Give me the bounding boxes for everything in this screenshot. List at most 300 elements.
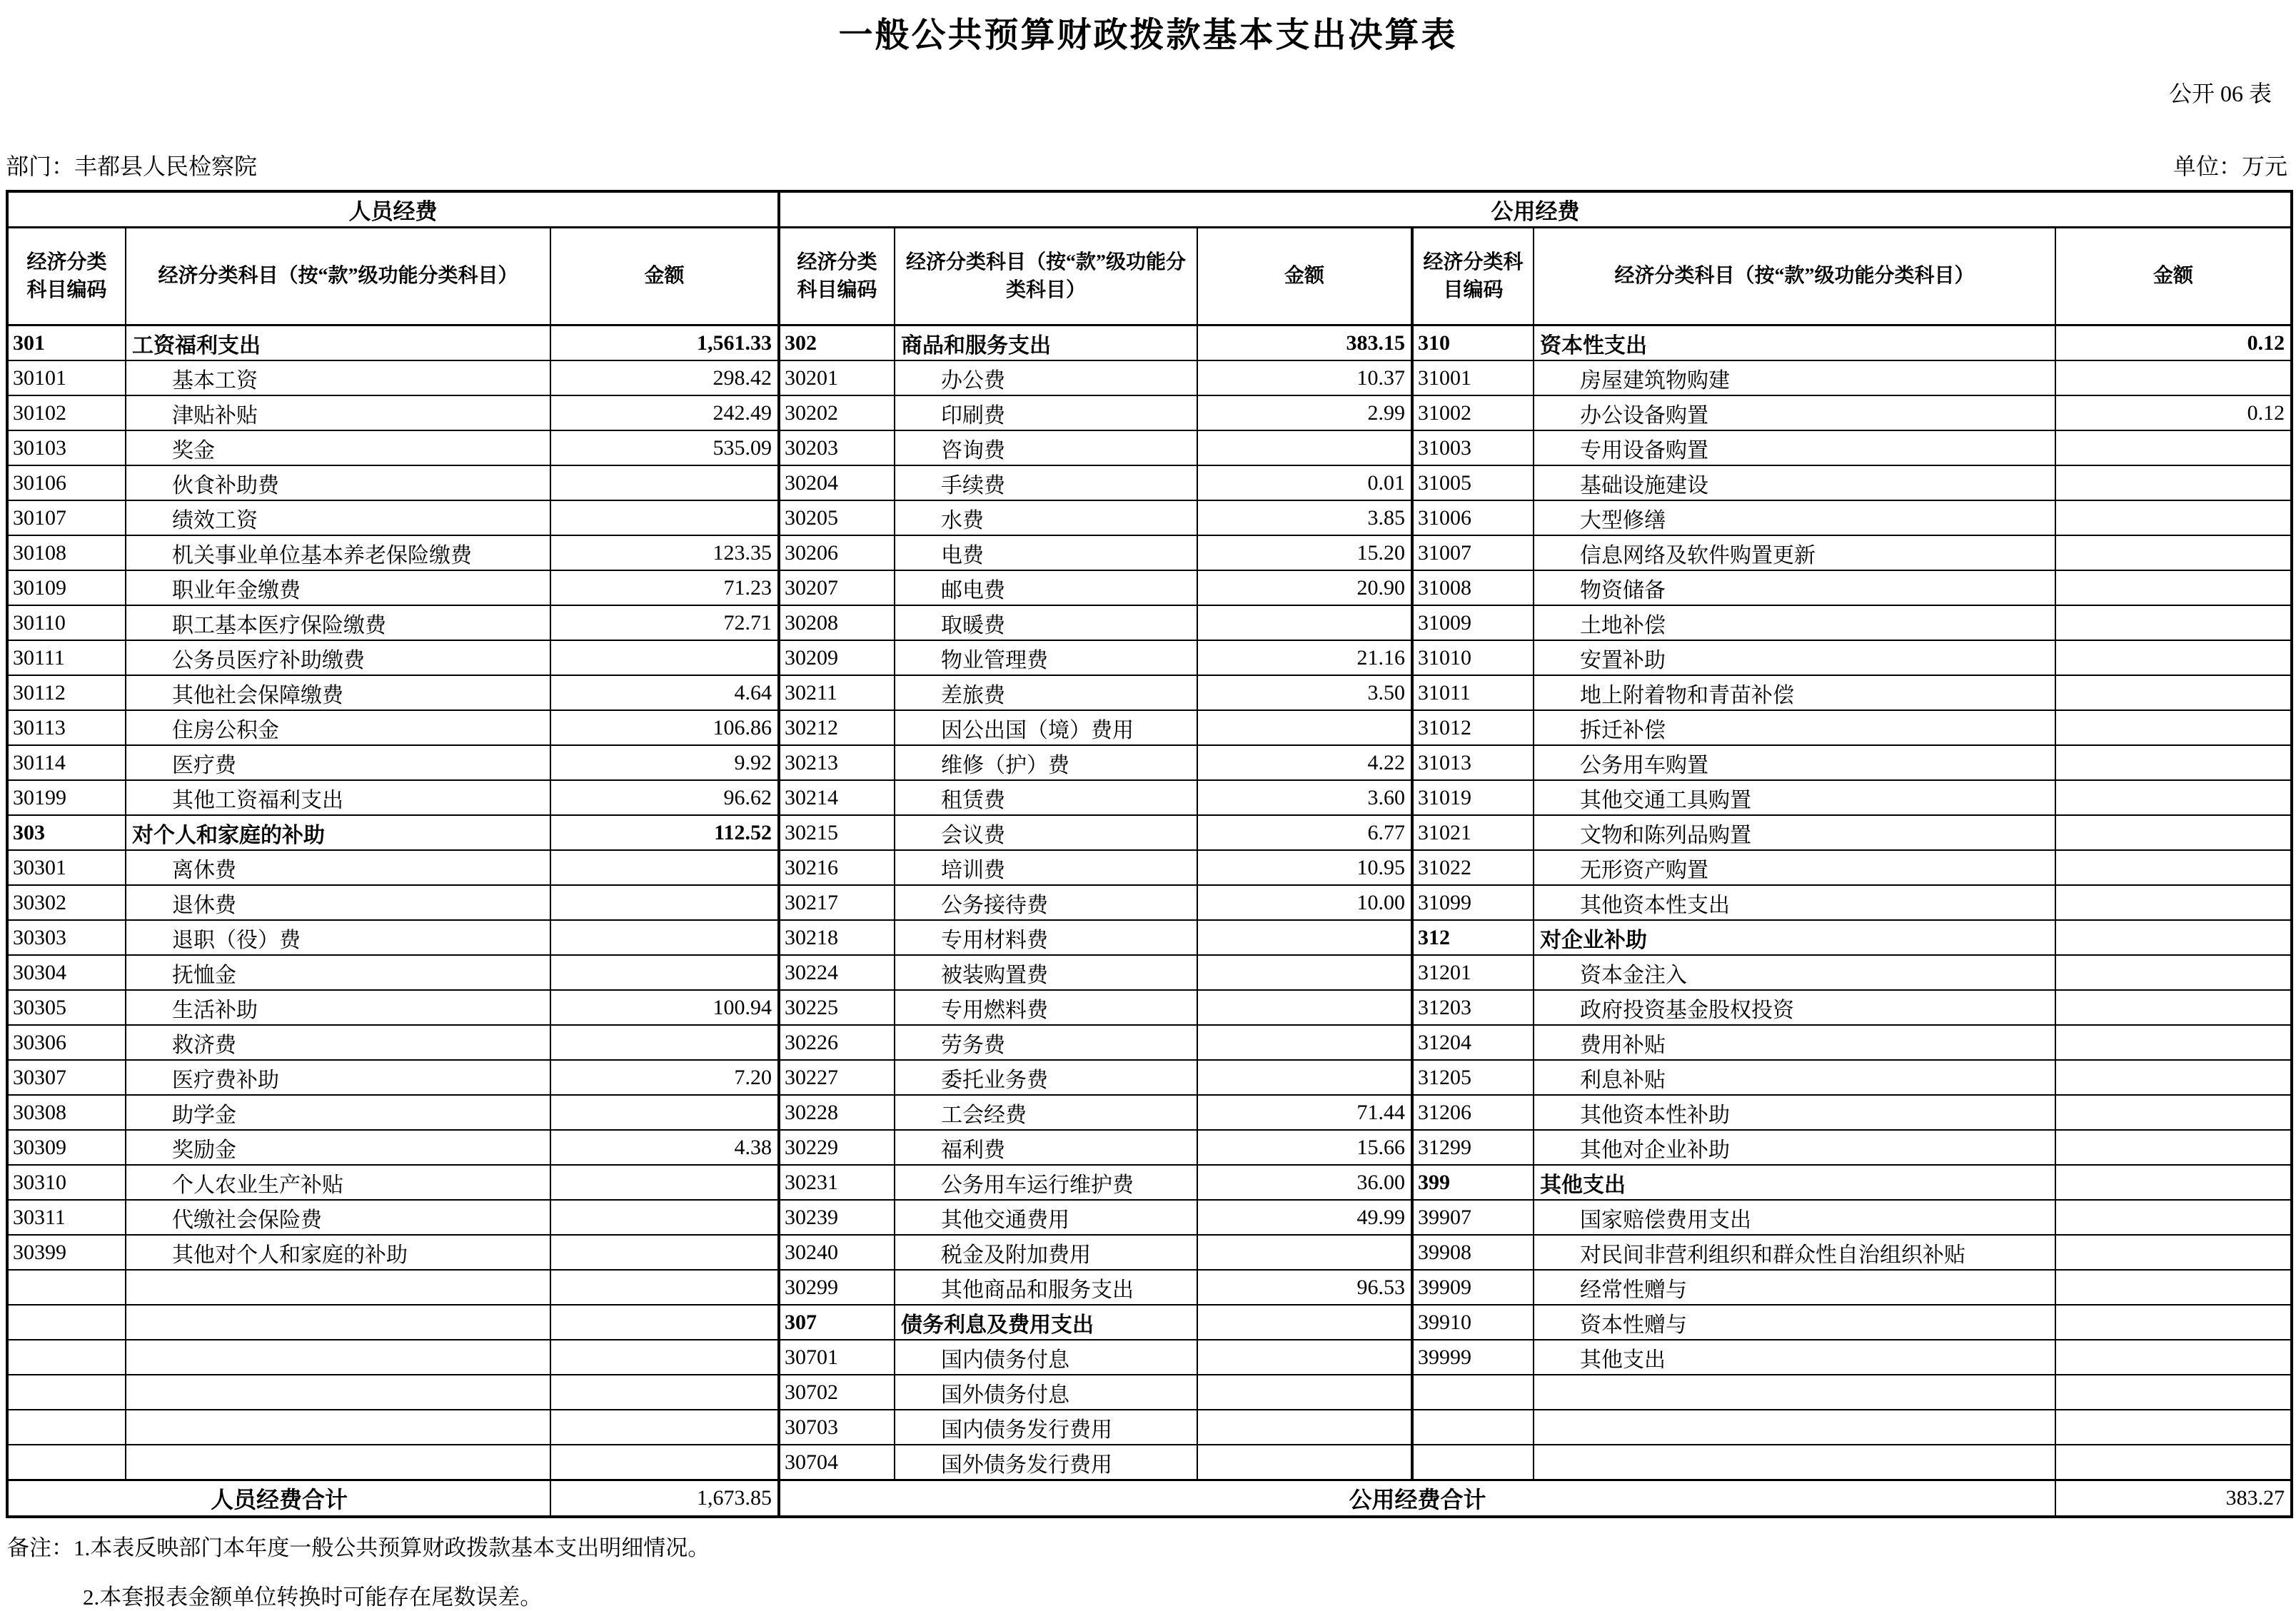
col-header-code: 经济分类科目编码 bbox=[7, 228, 126, 325]
amount-cell bbox=[2055, 430, 2292, 465]
code-cell: 30207 bbox=[779, 570, 895, 605]
amount-cell bbox=[550, 1270, 779, 1305]
amount-cell: 1,561.33 bbox=[550, 325, 779, 361]
amount-cell: 36.00 bbox=[1197, 1165, 1412, 1200]
subject-cell: 公务接待费 bbox=[895, 885, 1197, 920]
amount-cell: 2.99 bbox=[1197, 395, 1412, 430]
code-cell: 30703 bbox=[779, 1410, 895, 1445]
code-cell: 303 bbox=[7, 815, 126, 850]
col-header-subject: 经济分类科目（按“款”级功能分类科目） bbox=[895, 228, 1197, 325]
amount-cell bbox=[2055, 920, 2292, 955]
code-cell: 30110 bbox=[7, 605, 126, 640]
amount-cell bbox=[2055, 1165, 2292, 1200]
subject-cell: 咨询费 bbox=[895, 430, 1197, 465]
code-cell: 30307 bbox=[7, 1060, 126, 1095]
table-row bbox=[7, 710, 2292, 745]
code-cell bbox=[7, 1375, 126, 1410]
subject-cell: 其他交通费用 bbox=[895, 1200, 1197, 1235]
subject-cell bbox=[1534, 1445, 2055, 1480]
subject-cell bbox=[126, 1270, 550, 1305]
totals-row bbox=[7, 1480, 2292, 1517]
amount-cell bbox=[550, 1375, 779, 1410]
col-header-code: 经济分类科目编码 bbox=[1412, 228, 1534, 325]
table-code-label: 公开 06 表 bbox=[2168, 81, 2272, 106]
subject-cell: 对个人和家庭的补助 bbox=[126, 815, 550, 850]
table-row bbox=[7, 1130, 2292, 1165]
amount-cell: 0.12 bbox=[2055, 395, 2292, 430]
subject-cell: 因公出国（境）费用 bbox=[895, 710, 1197, 745]
subject-cell: 其他工资福利支出 bbox=[126, 780, 550, 815]
subject-cell: 办公费 bbox=[895, 360, 1197, 395]
code-cell: 31005 bbox=[1412, 465, 1534, 500]
table-row bbox=[7, 1445, 2292, 1480]
subject-cell: 抚恤金 bbox=[126, 955, 550, 990]
code-cell: 310 bbox=[1412, 325, 1534, 361]
amount-cell: 15.66 bbox=[1197, 1130, 1412, 1165]
table-row bbox=[7, 1235, 2292, 1270]
amount-cell: 3.85 bbox=[1197, 500, 1412, 535]
amount-cell bbox=[550, 1340, 779, 1375]
code-cell: 30101 bbox=[7, 360, 126, 395]
code-cell: 39907 bbox=[1412, 1200, 1534, 1235]
code-cell: 30704 bbox=[779, 1445, 895, 1480]
amount-cell bbox=[2055, 465, 2292, 500]
code-cell: 30113 bbox=[7, 710, 126, 745]
amount-cell bbox=[1197, 710, 1412, 745]
code-cell: 30204 bbox=[779, 465, 895, 500]
code-cell: 30203 bbox=[779, 430, 895, 465]
subject-cell: 维修（护）费 bbox=[895, 745, 1197, 780]
amount-cell bbox=[550, 1235, 779, 1270]
code-cell: 30201 bbox=[779, 360, 895, 395]
table-row bbox=[7, 1095, 2292, 1130]
subject-cell: 退职（役）费 bbox=[126, 920, 550, 955]
subject-cell: 印刷费 bbox=[895, 395, 1197, 430]
amount-cell bbox=[2055, 640, 2292, 675]
subject-cell: 差旅费 bbox=[895, 675, 1197, 710]
subject-cell: 专用材料费 bbox=[895, 920, 1197, 955]
subject-cell: 办公设备购置 bbox=[1534, 395, 2055, 430]
code-cell: 30209 bbox=[779, 640, 895, 675]
subject-cell: 医疗费补助 bbox=[126, 1060, 550, 1095]
subject-cell bbox=[126, 1305, 550, 1340]
subject-cell bbox=[126, 1375, 550, 1410]
code-cell: 30224 bbox=[779, 955, 895, 990]
amount-cell bbox=[1197, 1305, 1412, 1340]
subject-cell: 国外债务付息 bbox=[895, 1375, 1197, 1410]
amount-cell bbox=[2055, 605, 2292, 640]
code-cell: 31203 bbox=[1412, 990, 1534, 1025]
amount-cell bbox=[2055, 1305, 2292, 1340]
code-cell: 30218 bbox=[779, 920, 895, 955]
table-row bbox=[7, 745, 2292, 780]
subject-cell: 福利费 bbox=[895, 1130, 1197, 1165]
table-row bbox=[7, 395, 2292, 430]
amount-cell bbox=[2055, 990, 2292, 1025]
code-cell: 30102 bbox=[7, 395, 126, 430]
code-cell: 30702 bbox=[779, 1375, 895, 1410]
subject-cell: 代缴社会保险费 bbox=[126, 1200, 550, 1235]
amount-cell: 0.12 bbox=[2055, 325, 2292, 361]
group-header-personnel: 人员经费 bbox=[7, 191, 779, 228]
table-row bbox=[7, 1270, 2292, 1305]
table-row bbox=[7, 570, 2292, 605]
amount-cell: 3.50 bbox=[1197, 675, 1412, 710]
col-header-amount: 金额 bbox=[550, 228, 779, 325]
amount-cell bbox=[1197, 605, 1412, 640]
subject-cell: 救济费 bbox=[126, 1025, 550, 1060]
code-cell: 30299 bbox=[779, 1270, 895, 1305]
subject-cell: 手续费 bbox=[895, 465, 1197, 500]
code-cell: 31022 bbox=[1412, 850, 1534, 885]
amount-cell bbox=[1197, 955, 1412, 990]
amount-cell bbox=[1197, 430, 1412, 465]
subject-cell: 国外债务发行费用 bbox=[895, 1445, 1197, 1480]
amount-cell bbox=[2055, 885, 2292, 920]
amount-cell bbox=[1197, 1340, 1412, 1375]
unit-label: 单位：万元 bbox=[2172, 153, 2287, 179]
col-header-amount: 金额 bbox=[1197, 228, 1412, 325]
amount-cell bbox=[2055, 850, 2292, 885]
amount-cell: 242.49 bbox=[550, 395, 779, 430]
code-cell: 30225 bbox=[779, 990, 895, 1025]
amount-cell bbox=[2055, 1025, 2292, 1060]
subject-cell: 对民间非营利组织和群众性自治组织补贴 bbox=[1534, 1235, 2055, 1270]
subject-cell: 其他资本性补助 bbox=[1534, 1095, 2055, 1130]
subject-cell: 其他资本性支出 bbox=[1534, 885, 2055, 920]
amount-cell bbox=[1197, 1060, 1412, 1095]
code-cell: 39910 bbox=[1412, 1305, 1534, 1340]
code-cell: 30216 bbox=[779, 850, 895, 885]
subject-cell: 资本性赠与 bbox=[1534, 1305, 2055, 1340]
subject-cell: 培训费 bbox=[895, 850, 1197, 885]
subject-cell: 专用设备购置 bbox=[1534, 430, 2055, 465]
amount-cell bbox=[550, 1305, 779, 1340]
report-page bbox=[0, 7, 2296, 1610]
subject-cell: 其他对企业补助 bbox=[1534, 1130, 2055, 1165]
amount-cell bbox=[2055, 1410, 2292, 1445]
code-cell bbox=[1412, 1410, 1534, 1445]
amount-cell bbox=[2055, 1130, 2292, 1165]
code-cell: 30310 bbox=[7, 1165, 126, 1200]
code-cell: 31206 bbox=[1412, 1095, 1534, 1130]
subject-cell: 绩效工资 bbox=[126, 500, 550, 535]
code-cell: 31002 bbox=[1412, 395, 1534, 430]
amount-cell bbox=[2055, 675, 2292, 710]
amount-cell: 71.23 bbox=[550, 570, 779, 605]
table-row bbox=[7, 850, 2292, 885]
subject-cell: 政府投资基金股权投资 bbox=[1534, 990, 2055, 1025]
code-cell: 31009 bbox=[1412, 605, 1534, 640]
code-cell bbox=[7, 1270, 126, 1305]
code-cell bbox=[1412, 1375, 1534, 1410]
amount-cell: 21.16 bbox=[1197, 640, 1412, 675]
subject-cell: 经常性赠与 bbox=[1534, 1270, 2055, 1305]
subject-cell: 其他对个人和家庭的补助 bbox=[126, 1235, 550, 1270]
code-cell: 30215 bbox=[779, 815, 895, 850]
amount-cell bbox=[550, 920, 779, 955]
subject-cell: 水费 bbox=[895, 500, 1197, 535]
col-header-amount: 金额 bbox=[2055, 228, 2292, 325]
subject-cell bbox=[1534, 1375, 2055, 1410]
subject-cell: 物业管理费 bbox=[895, 640, 1197, 675]
group-header-row bbox=[7, 191, 2292, 228]
amount-cell bbox=[1197, 1410, 1412, 1445]
subject-cell: 资本性支出 bbox=[1534, 325, 2055, 361]
subject-cell: 对企业补助 bbox=[1534, 920, 2055, 955]
subject-cell: 基本工资 bbox=[126, 360, 550, 395]
table-row bbox=[7, 430, 2292, 465]
code-cell: 31012 bbox=[1412, 710, 1534, 745]
code-cell: 30309 bbox=[7, 1130, 126, 1165]
subject-cell bbox=[126, 1445, 550, 1480]
subject-cell: 国家赔偿费用支出 bbox=[1534, 1200, 2055, 1235]
amount-cell: 535.09 bbox=[550, 430, 779, 465]
subject-cell: 取暖费 bbox=[895, 605, 1197, 640]
note-line-1: 备注：1.本表反映部门本年度一般公共预算财政拨款基本支出明细情况。 bbox=[7, 1535, 710, 1560]
amount-cell bbox=[550, 1165, 779, 1200]
code-cell bbox=[1412, 1445, 1534, 1480]
amount-cell: 298.42 bbox=[550, 360, 779, 395]
personnel-total-label: 人员经费合计 bbox=[7, 1480, 550, 1517]
code-cell: 30226 bbox=[779, 1025, 895, 1060]
subject-cell: 电费 bbox=[895, 535, 1197, 570]
code-cell: 31019 bbox=[1412, 780, 1534, 815]
table-row bbox=[7, 885, 2292, 920]
page-title: 一般公共预算财政拨款基本支出决算表 bbox=[838, 16, 1458, 54]
table-row bbox=[7, 1410, 2292, 1445]
code-cell: 30114 bbox=[7, 745, 126, 780]
amount-cell: 0.01 bbox=[1197, 465, 1412, 500]
code-cell: 30103 bbox=[7, 430, 126, 465]
amount-cell bbox=[550, 1025, 779, 1060]
subject-cell: 伙食补助费 bbox=[126, 465, 550, 500]
amount-cell: 4.64 bbox=[550, 675, 779, 710]
amount-cell bbox=[550, 1200, 779, 1235]
amount-cell: 3.60 bbox=[1197, 780, 1412, 815]
code-cell: 30106 bbox=[7, 465, 126, 500]
code-cell: 30206 bbox=[779, 535, 895, 570]
table-row bbox=[7, 675, 2292, 710]
code-cell: 30228 bbox=[779, 1095, 895, 1130]
table-row bbox=[7, 780, 2292, 815]
code-cell bbox=[7, 1305, 126, 1340]
notes bbox=[7, 1530, 2296, 1611]
code-cell: 302 bbox=[779, 325, 895, 361]
code-cell: 30701 bbox=[779, 1340, 895, 1375]
department-label: 部门：丰都县人民检察院 bbox=[6, 153, 258, 179]
code-cell: 30202 bbox=[779, 395, 895, 430]
table-row bbox=[7, 920, 2292, 955]
amount-cell bbox=[2055, 1235, 2292, 1270]
subject-cell: 租赁费 bbox=[895, 780, 1197, 815]
subject-cell: 地上附着物和青苗补偿 bbox=[1534, 675, 2055, 710]
amount-cell: 106.86 bbox=[550, 710, 779, 745]
code-cell: 31001 bbox=[1412, 360, 1534, 395]
table-row bbox=[7, 465, 2292, 500]
amount-cell bbox=[2055, 570, 2292, 605]
subject-cell: 个人农业生产补贴 bbox=[126, 1165, 550, 1200]
code-cell: 30227 bbox=[779, 1060, 895, 1095]
subject-cell: 机关事业单位基本养老保险缴费 bbox=[126, 535, 550, 570]
amount-cell: 10.00 bbox=[1197, 885, 1412, 920]
code-cell: 31007 bbox=[1412, 535, 1534, 570]
subject-cell: 其他支出 bbox=[1534, 1165, 2055, 1200]
code-cell bbox=[7, 1410, 126, 1445]
amount-cell bbox=[2055, 1095, 2292, 1130]
table-row bbox=[7, 325, 2292, 361]
subject-cell: 税金及附加费用 bbox=[895, 1235, 1197, 1270]
subject-cell: 住房公积金 bbox=[126, 710, 550, 745]
amount-cell bbox=[2055, 955, 2292, 990]
code-cell: 30107 bbox=[7, 500, 126, 535]
code-cell: 30305 bbox=[7, 990, 126, 1025]
code-cell: 31099 bbox=[1412, 885, 1534, 920]
code-cell: 30399 bbox=[7, 1235, 126, 1270]
amount-cell: 6.77 bbox=[1197, 815, 1412, 850]
table-row bbox=[7, 1305, 2292, 1340]
amount-cell bbox=[550, 465, 779, 500]
code-cell: 30217 bbox=[779, 885, 895, 920]
subject-cell: 其他商品和服务支出 bbox=[895, 1270, 1197, 1305]
subject-cell: 生活补助 bbox=[126, 990, 550, 1025]
subject-cell: 奖金 bbox=[126, 430, 550, 465]
subject-cell: 工会经费 bbox=[895, 1095, 1197, 1130]
subject-cell: 邮电费 bbox=[895, 570, 1197, 605]
table-row bbox=[7, 815, 2292, 850]
code-cell bbox=[7, 1340, 126, 1375]
amount-cell bbox=[2055, 1445, 2292, 1480]
table-row bbox=[7, 1025, 2292, 1060]
subject-cell: 公务员医疗补助缴费 bbox=[126, 640, 550, 675]
amount-cell bbox=[2055, 360, 2292, 395]
amount-cell bbox=[2055, 1375, 2292, 1410]
code-cell: 30214 bbox=[779, 780, 895, 815]
subject-cell: 资本金注入 bbox=[1534, 955, 2055, 990]
code-cell: 301 bbox=[7, 325, 126, 361]
col-header-subject: 经济分类科目（按“款”级功能分类科目） bbox=[1534, 228, 2055, 325]
public-total-label: 公用经费合计 bbox=[779, 1480, 2055, 1517]
amount-cell bbox=[2055, 1060, 2292, 1095]
amount-cell bbox=[550, 955, 779, 990]
code-cell: 30108 bbox=[7, 535, 126, 570]
subject-cell: 公务用车购置 bbox=[1534, 745, 2055, 780]
code-cell: 30304 bbox=[7, 955, 126, 990]
subject-cell: 无形资产购置 bbox=[1534, 850, 2055, 885]
meta-row bbox=[6, 150, 2287, 181]
amount-cell: 7.20 bbox=[550, 1060, 779, 1095]
amount-cell: 71.44 bbox=[1197, 1095, 1412, 1130]
code-cell: 30306 bbox=[7, 1025, 126, 1060]
table-row bbox=[7, 990, 2292, 1025]
table-row bbox=[7, 1060, 2292, 1095]
amount-cell: 123.35 bbox=[550, 535, 779, 570]
subject-cell: 劳务费 bbox=[895, 1025, 1197, 1060]
amount-cell: 112.52 bbox=[550, 815, 779, 850]
amount-cell: 10.37 bbox=[1197, 360, 1412, 395]
code-cell: 30239 bbox=[779, 1200, 895, 1235]
amount-cell bbox=[2055, 535, 2292, 570]
subject-cell: 房屋建筑物购建 bbox=[1534, 360, 2055, 395]
amount-cell bbox=[550, 885, 779, 920]
amount-cell bbox=[1197, 990, 1412, 1025]
note-line-2: 2.本套报表金额单位转换时可能存在尾数误差。 bbox=[83, 1585, 543, 1610]
code-cell: 30205 bbox=[779, 500, 895, 535]
amount-cell bbox=[1197, 1235, 1412, 1270]
personnel-total-amount: 1,673.85 bbox=[550, 1480, 779, 1517]
amount-cell: 15.20 bbox=[1197, 535, 1412, 570]
amount-cell: 4.22 bbox=[1197, 745, 1412, 780]
code-cell: 31003 bbox=[1412, 430, 1534, 465]
table-row bbox=[7, 1375, 2292, 1410]
code-cell: 312 bbox=[1412, 920, 1534, 955]
amount-cell: 49.99 bbox=[1197, 1200, 1412, 1235]
subject-cell: 会议费 bbox=[895, 815, 1197, 850]
code-cell: 31010 bbox=[1412, 640, 1534, 675]
code-cell: 307 bbox=[779, 1305, 895, 1340]
amount-cell bbox=[550, 640, 779, 675]
code-cell: 30212 bbox=[779, 710, 895, 745]
amount-cell bbox=[550, 1095, 779, 1130]
subject-cell: 基础设施建设 bbox=[1534, 465, 2055, 500]
amount-cell: 72.71 bbox=[550, 605, 779, 640]
code-cell: 30302 bbox=[7, 885, 126, 920]
code-cell: 31006 bbox=[1412, 500, 1534, 535]
subject-cell bbox=[1534, 1410, 2055, 1445]
code-cell: 39999 bbox=[1412, 1340, 1534, 1375]
amount-cell: 9.92 bbox=[550, 745, 779, 780]
subject-cell: 其他社会保障缴费 bbox=[126, 675, 550, 710]
code-cell: 31021 bbox=[1412, 815, 1534, 850]
amount-cell bbox=[1197, 1445, 1412, 1480]
amount-cell: 100.94 bbox=[550, 990, 779, 1025]
subject-cell: 拆迁补偿 bbox=[1534, 710, 2055, 745]
subject-cell: 助学金 bbox=[126, 1095, 550, 1130]
code-cell: 31201 bbox=[1412, 955, 1534, 990]
amount-cell bbox=[2055, 815, 2292, 850]
subject-cell: 费用补贴 bbox=[1534, 1025, 2055, 1060]
amount-cell bbox=[2055, 1340, 2292, 1375]
subject-cell: 商品和服务支出 bbox=[895, 325, 1197, 361]
subject-cell: 职业年金缴费 bbox=[126, 570, 550, 605]
subject-cell: 委托业务费 bbox=[895, 1060, 1197, 1095]
amount-cell: 383.15 bbox=[1197, 325, 1412, 361]
amount-cell bbox=[550, 1445, 779, 1480]
amount-cell bbox=[2055, 500, 2292, 535]
code-cell: 30109 bbox=[7, 570, 126, 605]
amount-cell bbox=[550, 1410, 779, 1445]
amount-cell bbox=[1197, 1375, 1412, 1410]
code-cell: 31205 bbox=[1412, 1060, 1534, 1095]
code-cell: 30211 bbox=[779, 675, 895, 710]
code-cell: 31008 bbox=[1412, 570, 1534, 605]
amount-cell: 96.62 bbox=[550, 780, 779, 815]
amount-cell bbox=[2055, 1270, 2292, 1305]
public-total-amount: 383.27 bbox=[2055, 1480, 2292, 1517]
amount-cell bbox=[1197, 920, 1412, 955]
amount-cell bbox=[550, 850, 779, 885]
subject-cell: 职工基本医疗保险缴费 bbox=[126, 605, 550, 640]
column-header-row bbox=[7, 228, 2292, 325]
amount-cell bbox=[550, 500, 779, 535]
amount-cell bbox=[2055, 745, 2292, 780]
subject-cell: 其他支出 bbox=[1534, 1340, 2055, 1375]
subject-cell: 债务利息及费用支出 bbox=[895, 1305, 1197, 1340]
code-cell: 30240 bbox=[779, 1235, 895, 1270]
amount-cell bbox=[2055, 1200, 2292, 1235]
table-row bbox=[7, 535, 2292, 570]
subject-cell: 专用燃料费 bbox=[895, 990, 1197, 1025]
